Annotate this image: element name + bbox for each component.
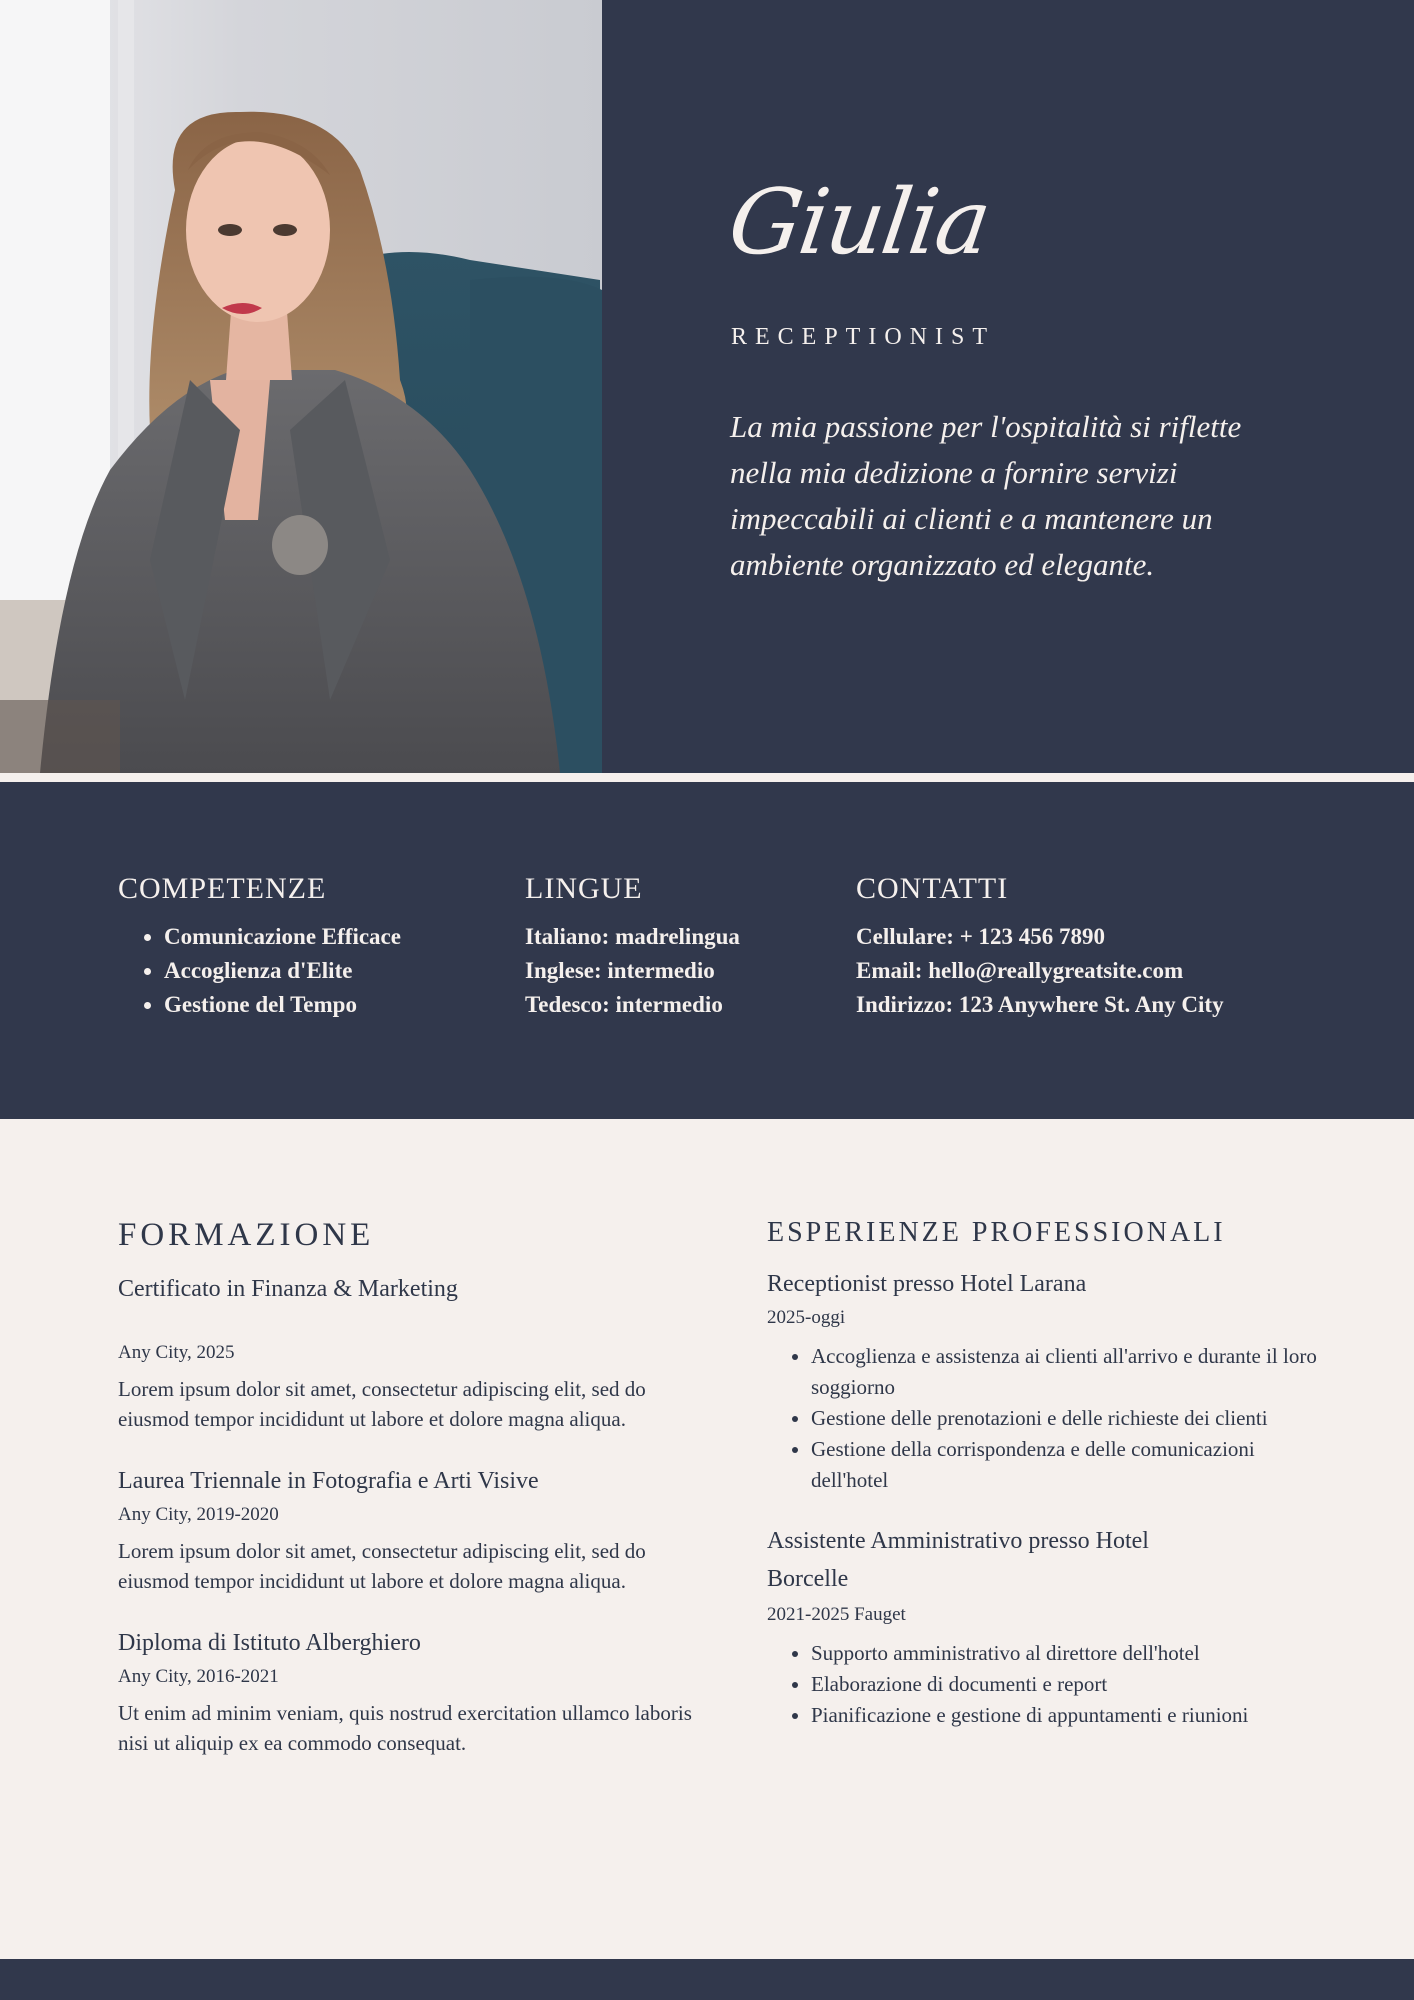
experience-heading: ESPERIENZE PROFESSIONALI xyxy=(767,1217,1226,1248)
skills-list xyxy=(118,920,401,1022)
portrait-photo-icon xyxy=(0,0,602,773)
contact-address: Indirizzo: 123 Anywhere St. Any City xyxy=(856,992,1224,1017)
education-title: Diploma di Istituto Alberghiero xyxy=(118,1630,421,1656)
education-desc: Lorem ipsum dolor sit amet, consectetur adipiscing elit, sed do eiusmod tempor incididunt ut labore et dolore magna aliqua. xyxy=(118,1377,646,1431)
education-entry xyxy=(118,1272,698,1434)
list-item: • Supporto amministrativo al direttore dell'hotel xyxy=(811,1638,1327,1669)
list-item: • Elaborazione di documenti e report xyxy=(811,1669,1327,1700)
list-item: • Accoglienza d'Elite xyxy=(164,954,401,988)
list-item: • Gestione della corrispondenza e delle comunicazioni dell'hotel xyxy=(811,1434,1327,1496)
main-content xyxy=(0,1119,1414,1959)
experience-section xyxy=(767,1217,1327,1731)
list-item: • Accoglienza e assistenza ai clienti all'arrivo e durante il loro soggiorno xyxy=(811,1341,1327,1403)
education-desc: Ut enim ad minim veniam, quis nostrud exercitation ullamco laboris nisi ut aliquip ex ea commodo consequat. xyxy=(118,1701,692,1755)
list-item: • Gestione delle prenotazioni e delle richieste dei clienti xyxy=(811,1403,1327,1434)
education-meta: Any City, 2019-2020 xyxy=(118,1504,279,1525)
education-entry xyxy=(118,1464,698,1596)
education-title: Laurea Triennale in Fotografia e Arti Visive xyxy=(118,1468,539,1494)
skills-heading: COMPETENZE xyxy=(118,872,327,905)
education-entry xyxy=(118,1626,698,1758)
language-item: Italiano: madrelingua xyxy=(525,924,740,949)
person-name: Giulia xyxy=(722,170,996,275)
job-title: RECEPTIONIST xyxy=(731,324,995,350)
list-item: • Comunicazione Efficace xyxy=(164,920,401,954)
education-heading: FORMAZIONE xyxy=(118,1217,375,1253)
job-meta: 2025-oggi xyxy=(767,1307,846,1328)
job-entry xyxy=(767,1522,1327,1731)
education-title: Certificato in Finanza & Marketing xyxy=(118,1276,458,1302)
contacts-section xyxy=(856,872,1224,1022)
skills-section xyxy=(118,872,401,1022)
list-item: • Gestione del Tempo xyxy=(164,988,401,1022)
profile-summary: La mia passione per l'ospitalità si riflette nella mia dedizione a fornire servizi impeccabili ai clienti e a mantenere un ambiente organizzato ed elegante. xyxy=(730,409,1242,582)
job-title: Assistente Amministrativo presso Hotel Borcelle xyxy=(767,1528,1149,1592)
list-item: • Pianificazione e gestione di appuntamenti e riunioni xyxy=(811,1700,1327,1731)
education-meta: Any City, 2025 xyxy=(118,1342,235,1363)
education-desc: Lorem ipsum dolor sit amet, consectetur adipiscing elit, sed do eiusmod tempor incididunt ut labore et dolore magna aliqua. xyxy=(118,1539,646,1593)
language-item: Inglese: intermedio xyxy=(525,958,715,983)
job-meta: 2021-2025 Fauget xyxy=(767,1604,906,1625)
footer-bar xyxy=(0,1959,1414,2000)
job-duties xyxy=(767,1341,1327,1496)
job-duties xyxy=(767,1638,1327,1731)
language-item: Tedesco: intermedio xyxy=(525,992,723,1017)
profile-photo xyxy=(0,0,602,773)
job-entry xyxy=(767,1267,1327,1496)
job-title: Receptionist presso Hotel Larana xyxy=(767,1271,1087,1297)
contact-phone: Cellulare: + 123 456 7890 xyxy=(856,924,1106,949)
divider-strip xyxy=(0,773,1414,782)
education-section xyxy=(118,1217,698,1758)
hero-header xyxy=(602,0,1414,773)
languages-section xyxy=(525,872,740,1022)
contacts-heading: CONTATTI xyxy=(856,872,1009,905)
education-meta: Any City, 2016-2021 xyxy=(118,1666,279,1687)
info-band xyxy=(0,782,1414,1119)
languages-heading: LINGUE xyxy=(525,872,643,905)
contact-email: Email: hello@reallygreatsite.com xyxy=(856,958,1184,983)
